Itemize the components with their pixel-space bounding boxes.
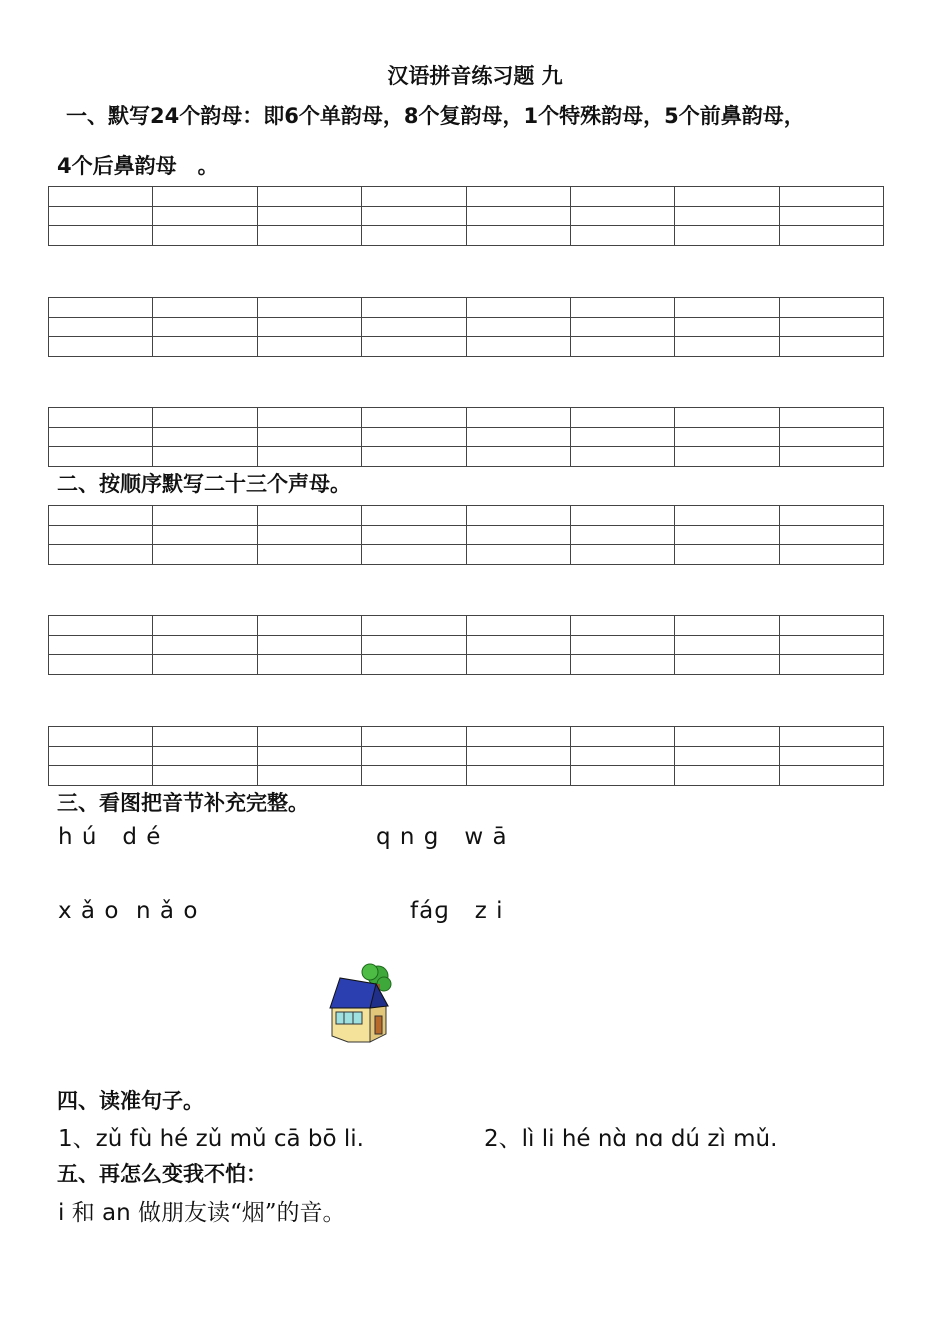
writing-grid[interactable] (48, 726, 884, 786)
writing-grid[interactable] (48, 615, 884, 675)
syllable-fangzi: fáɡ z i (410, 898, 504, 924)
section3-heading: 三、看图把音节补充完整。 (57, 790, 309, 815)
writing-grid[interactable] (48, 186, 884, 246)
writing-grid[interactable] (48, 505, 884, 565)
section5-heading: 五、再怎么变我不怕： (57, 1161, 267, 1186)
section4-heading: 四、读准句子。 (57, 1088, 204, 1113)
syllable-qingwa: q n g w ā (376, 824, 508, 850)
section5-text: i 和 an 做朋友读“烟”的音。 (58, 1200, 346, 1226)
section1-heading-line1: 一、默写24个韵母：即6个单韵母，8个复韵母，1个特殊韵母，5个前鼻韵母， (66, 103, 805, 128)
syllable-hudie: h ú d é (58, 824, 162, 850)
sentence-1: 1、zǔ fù hé zǔ mǔ cā bō li. (58, 1126, 364, 1152)
writing-grid[interactable] (48, 407, 884, 467)
sentence-2: 2、lì li hé nɑ̀ nɑ dú zì mǔ. (484, 1126, 778, 1152)
writing-grid[interactable] (48, 297, 884, 357)
syllable-xiaoniao: x ǎ o n ǎ o (58, 898, 199, 924)
page-title: 汉语拼音练习题 九 (387, 63, 563, 88)
section2-heading: 二、按顺序默写二十三个声母。 (57, 471, 351, 496)
house-picture (326, 960, 396, 1046)
section1-heading-line2: 4个后鼻韵母 。 (57, 153, 219, 178)
